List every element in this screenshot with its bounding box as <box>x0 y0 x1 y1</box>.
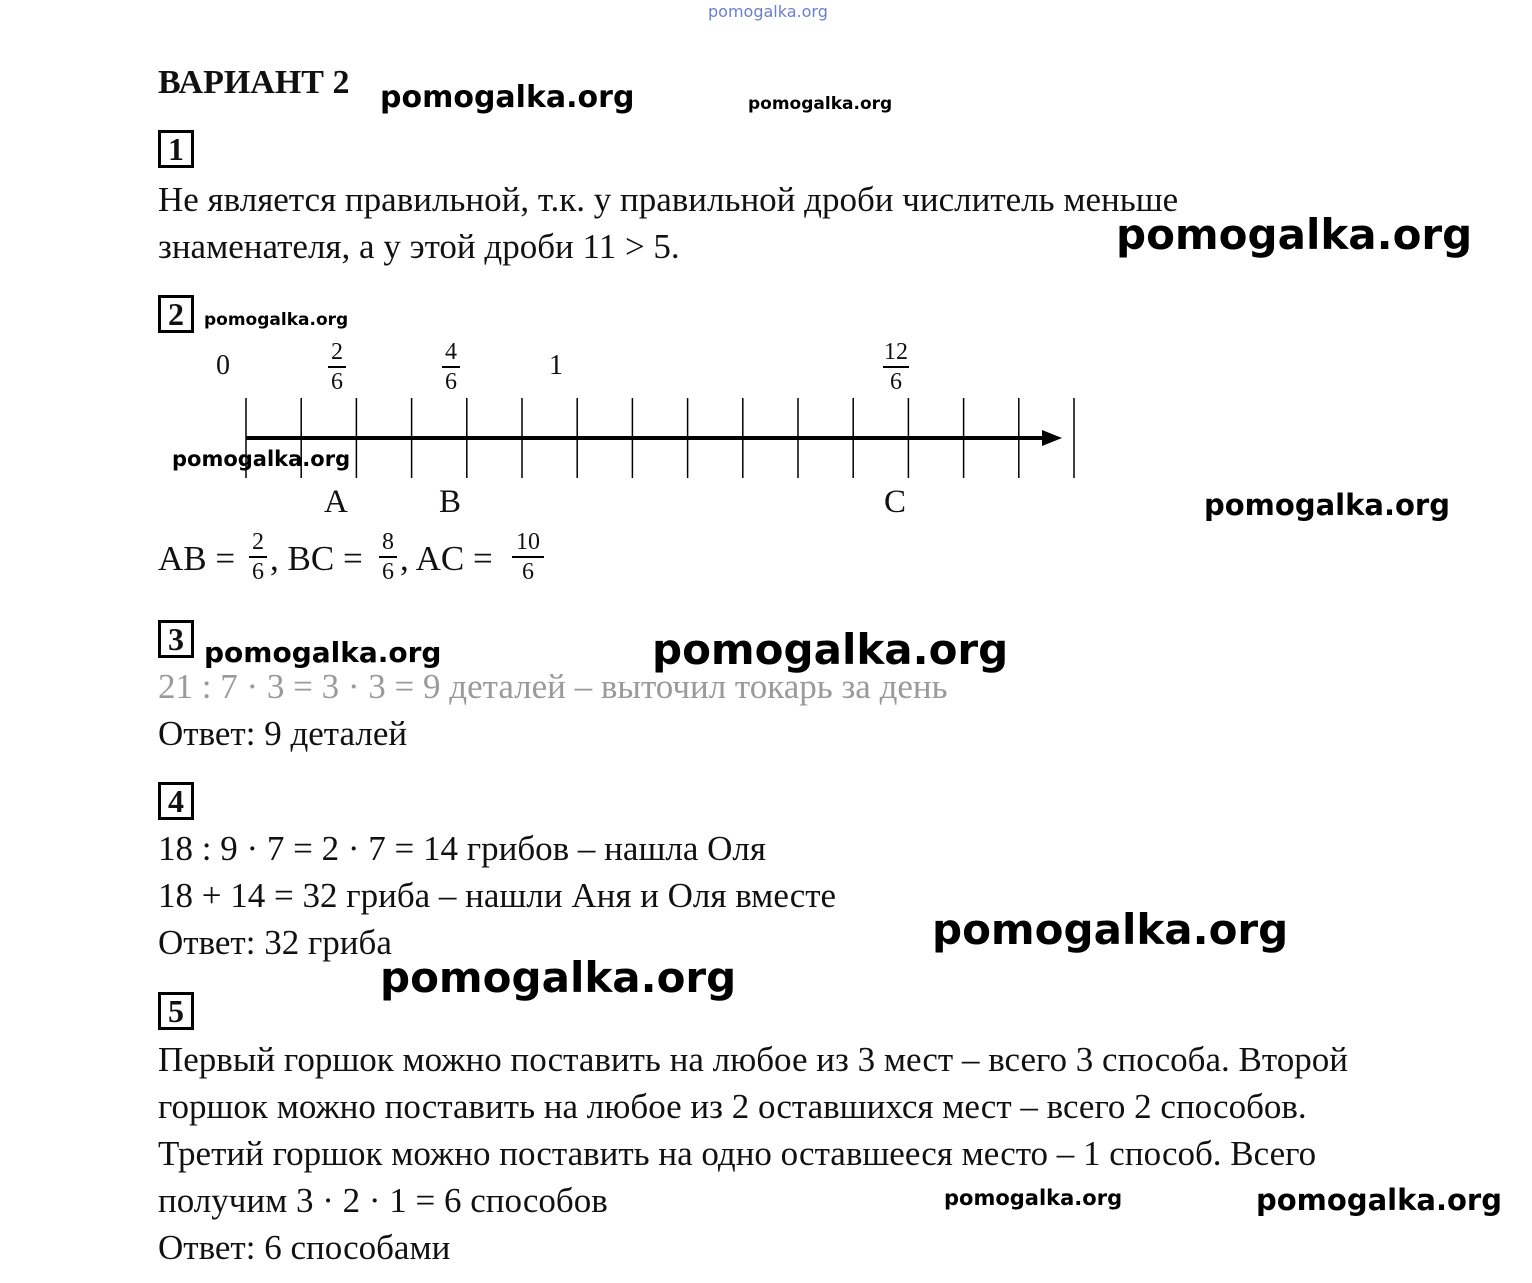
fraction-denominator: 6 <box>522 559 534 585</box>
watermark-top: pomogalka.org <box>708 2 828 21</box>
watermark: pomogalka.org <box>652 625 1009 674</box>
point-label-c: C <box>884 484 907 520</box>
label-one: 1 <box>549 350 563 381</box>
watermark: pomogalka.org <box>748 94 893 114</box>
watermark: pomogalka.org <box>1116 210 1473 259</box>
number-line <box>0 0 1532 520</box>
task4-answer: Ответ: 32 гриба <box>158 923 392 962</box>
watermark: pomogalka.org <box>204 310 349 330</box>
fraction-numerator: 10 <box>516 529 540 555</box>
task5-line1: Первый горшок можно поставить на любое из 3 мест – всего 3 способа. Второй <box>158 1040 1348 1079</box>
task5-line4: получим 3 · 2 · 1 = 6 способов <box>158 1181 608 1220</box>
label-zero: 0 <box>216 350 230 381</box>
fraction-denominator: 6 <box>382 559 394 585</box>
task5-line3: Третий горшок можно поставить на одно оставшееся место – 1 способ. Всего <box>158 1134 1317 1173</box>
task5-line2: горшок можно поставить на любое из 2 оставшихся мест – всего 2 способов. <box>158 1087 1307 1126</box>
watermark: pomogalka.org <box>380 953 737 1002</box>
task5-answer: Ответ: 6 способами <box>158 1228 451 1267</box>
fraction-numerator: 4 <box>445 339 457 365</box>
task-number-4: 4 <box>158 782 194 820</box>
point-label-b: B <box>439 484 462 520</box>
arrow-head-icon <box>1042 430 1062 446</box>
watermark: pomogalka.org <box>944 1186 1123 1210</box>
fraction-numerator: 2 <box>252 529 264 555</box>
fraction-bc <box>377 528 399 586</box>
fraction-ab <box>247 528 269 586</box>
fraction-denominator: 6 <box>445 369 457 395</box>
watermark: pomogalka.org <box>1256 1183 1502 1217</box>
task3-line1: 21 : 7 · 3 = 3 · 3 = 9 деталей – выточил токарь за день <box>158 667 948 706</box>
fraction-denominator: 6 <box>252 559 264 585</box>
task-number-3: 3 <box>158 620 194 658</box>
point-label-a: A <box>324 484 348 520</box>
fraction-numerator: 2 <box>331 339 343 365</box>
task4-line2: 18 + 14 = 32 гриба – нашли Аня и Оля вместе <box>158 876 837 915</box>
watermark: pomogalka.org <box>380 80 635 115</box>
watermark: pomogalka.org <box>932 905 1289 954</box>
watermark: pomogalka.org <box>1204 488 1450 522</box>
task4-line1: 18 : 9 · 7 = 2 · 7 = 14 грибов – нашла Оля <box>158 829 766 868</box>
segment-ac-label: , AC = <box>400 539 493 578</box>
task1-line2: знаменателя, а у этой дроби 11 > 5. <box>158 227 680 266</box>
segment-bc-label: , BC = <box>270 539 363 578</box>
watermark: pomogalka.org <box>172 447 351 471</box>
page-title: ВАРИАНТ 2 <box>158 64 350 101</box>
fraction-denominator: 6 <box>331 369 343 395</box>
task-number-5: 5 <box>158 992 194 1030</box>
fraction-numerator: 8 <box>382 529 394 555</box>
task-number-2: 2 <box>158 295 194 333</box>
segment-ab-label: AB = <box>158 539 236 578</box>
watermark: pomogalka.org <box>204 636 442 669</box>
task-number-1: 1 <box>158 130 194 168</box>
task3-answer: Ответ: 9 деталей <box>158 714 408 753</box>
task1-line1: Не является правильной, т.к. у правильной дроби числитель меньше <box>158 180 1179 219</box>
fraction-ac <box>510 528 546 586</box>
fraction-denominator: 6 <box>890 369 902 395</box>
fraction-numerator: 12 <box>884 339 908 365</box>
